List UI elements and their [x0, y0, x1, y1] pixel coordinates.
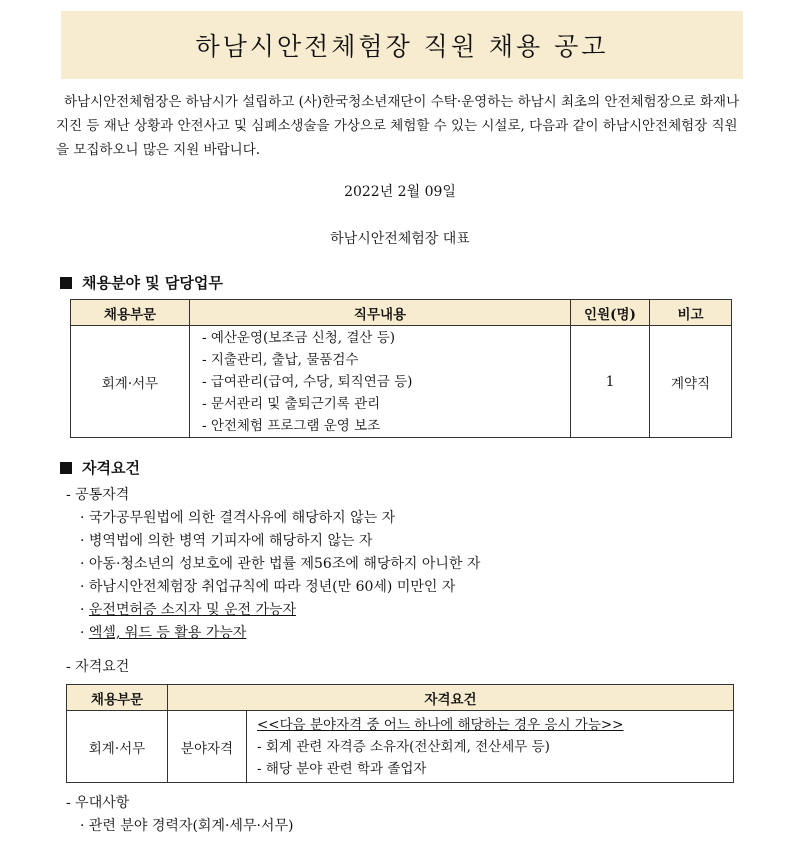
- requirement-line: <<다음 분야자격 중 어느 하나에 해당하는 경우 응시 가능>>: [257, 716, 624, 733]
- duty-item: - 안전체험 프로그램 운영 보조: [202, 417, 381, 434]
- list-item: · 하남시안전체험장 취업규칙에 따라 정년(만 60세) 미만인 자: [80, 579, 456, 595]
- header-cell: 채용부문: [71, 300, 190, 326]
- list-item: · 관련 분야 경력자(회계·세무·서무): [80, 818, 294, 834]
- table-row: [71, 326, 732, 438]
- requirement-line: - 해당 분야 관련 학과 졸업자: [257, 760, 427, 777]
- duty-item: - 지출관리, 출납, 물품검수: [202, 351, 359, 368]
- announcement-date: 2022년 2월 09일: [344, 184, 456, 200]
- signature: 하남시안전체험장 대표: [330, 231, 470, 247]
- square-bullet-icon: [60, 462, 72, 474]
- count-cell: 1: [571, 326, 650, 438]
- kind-cell: 분야자격: [168, 711, 247, 783]
- list-item: · 아동·청소년의 성보호에 관한 법률 제56조에 해당하지 아니한 자: [80, 556, 481, 572]
- header-cell: 인원(명): [571, 300, 650, 326]
- qualification-table: [66, 684, 734, 783]
- intro-paragraph: 하남시안전체험장은 하남시가 설립하고 (사)한국청소년재단이 수탁·운영하는 하남시 최초의 안전체험장으로 화재나 지진 등 재난 상황과 안전사고 및 심폐소생술을 가상으로 체험할 수 있는 시설로, 다음과 같이 하남시안전체험장 직원을 모집하오니 많은 지원 바랍니다.: [56, 94, 740, 158]
- header-cell: 비고: [650, 300, 732, 326]
- section-heading-jobs: [60, 272, 223, 293]
- header-cell: 직무내용: [190, 300, 571, 326]
- underlined-text: 운전면허증 소지자 및 운전 가능자: [88, 602, 297, 618]
- dept-cell: 회계·서무: [71, 326, 190, 438]
- note-cell: 계약직: [650, 326, 732, 438]
- header-cell: 자격요건: [168, 685, 734, 711]
- table-header-row: [71, 300, 732, 326]
- qual-label: - 자격요건: [66, 659, 130, 675]
- underlined-text: 엑셀, 워드 등 활용 가능자: [88, 625, 247, 641]
- preference-label: - 우대사항: [66, 795, 130, 811]
- list-item: · 병역법에 의한 병역 기피자에 해당하지 않는 자: [80, 533, 373, 549]
- jobs-table: [70, 299, 732, 438]
- requirements-cell: [247, 711, 734, 783]
- table-header-row: [67, 685, 734, 711]
- section-heading-text: 채용분야 및 담당업무: [82, 274, 223, 292]
- list-item: · 국가공무원법에 의한 결격사유에 해당하지 않는 자: [80, 510, 396, 526]
- duty-item: - 문서관리 및 출퇴근기록 관리: [202, 395, 381, 412]
- dept-cell: 회계·서무: [67, 711, 168, 783]
- table-row: [67, 711, 734, 783]
- square-bullet-icon: [60, 277, 72, 289]
- section-heading-text: 자격요건: [82, 459, 140, 477]
- list-item: · 엑셀, 워드 등 활용 가능자: [80, 625, 247, 641]
- page-title: 하남시안전체험장 직원 채용 공고: [61, 11, 743, 79]
- section-heading-qualifications: [60, 457, 140, 478]
- duty-item: - 급여관리(급여, 수당, 퇴직연금 등): [202, 373, 413, 390]
- header-cell: 채용부문: [67, 685, 168, 711]
- duty-item: - 예산운영(보조금 신청, 결산 등): [202, 329, 396, 346]
- common-qual-label: - 공통자격: [66, 487, 130, 503]
- duties-cell: [190, 326, 571, 438]
- requirement-line: - 회계 관련 자격증 소유자(전산회계, 전산세무 등): [257, 738, 550, 755]
- list-item: · 운전면허증 소지자 및 운전 가능자: [80, 602, 297, 618]
